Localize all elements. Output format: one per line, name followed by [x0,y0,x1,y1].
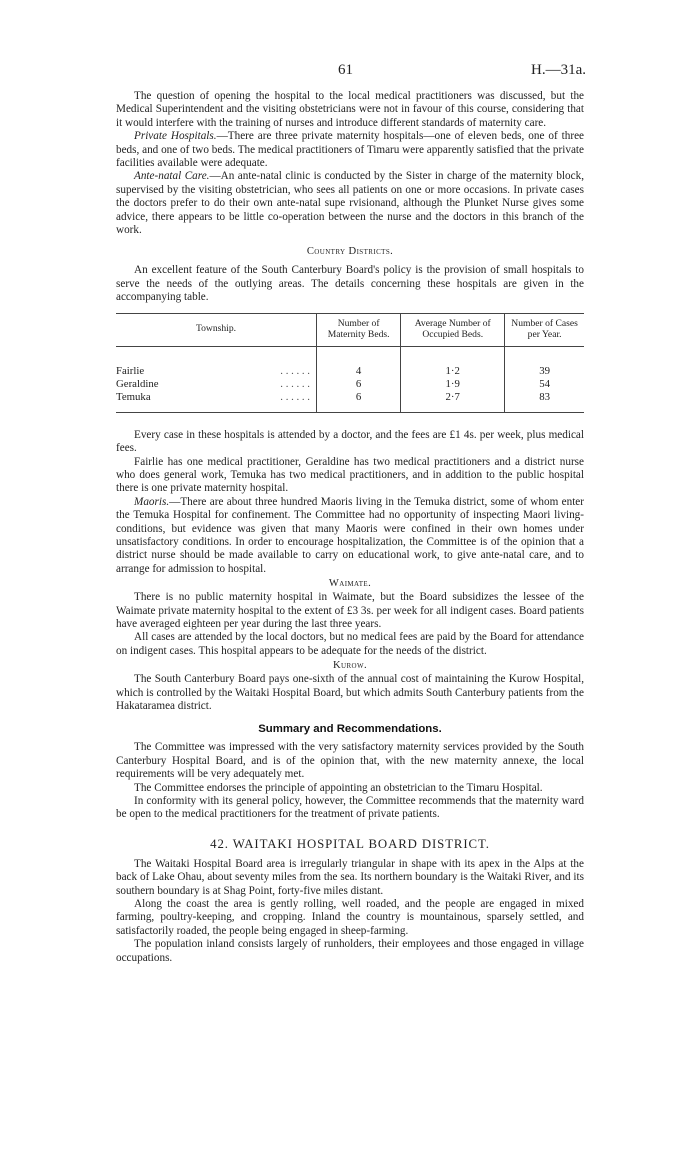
section-heading-summary: Summary and Recommendations. [258,723,442,736]
paragraph: The Committee was impressed with the very satisfactory maternity services provided by the South Canterbury Hospital Board, and is of the opinion that, with the new maternity annexe, the local requirements will be very adequately met. [116,741,584,781]
paragraph: The Committee endorses the principle of appointing an obstetrician to the Timaru Hospital. [134,781,543,794]
paragraph [116,496,584,576]
table-header-row [116,313,584,346]
cell-beds: 6 [317,378,401,391]
cell-occupied: 2·7 [401,391,505,413]
column-header-township: Township. [195,323,237,335]
paragraph-lead: Private Hospitals. [134,130,217,143]
column-header-cases-per-year: Number of Cases per Year. [505,313,584,346]
section-heading-kurow: Kurow. [332,660,368,672]
leader-dots: . . . . . . [280,390,310,403]
cell-township [116,378,317,391]
paragraph: An excellent feature of the South Canterbury Board's policy is the provision of small hospitals to serve the needs of the outlying areas. The details concerning these hospitals are given in the accompanying table. [116,264,584,304]
paragraph: Fairlie has one medical practitioner, Geraldine has two medical practitioners and a district nurse who does general work, Temuka has two medical practitioners, and in addition to the public hospital there is one private maternity hospital. [116,455,584,495]
page-header [116,60,584,90]
cell-cases: 54 [505,378,584,391]
cell-township [116,391,317,413]
cell-cases: 83 [505,391,584,413]
cell-beds: 6 [317,391,401,413]
paragraph: The South Canterbury Board pays one-sixth of the annual cost of maintaining the Kurow Hospital, which is controlled by the Waitaki Hospital Board, but which admits South Canterbury patients from the Hakataramea district. [116,673,584,712]
paragraph-lead: Ante-natal Care. [134,170,210,183]
table-row [116,346,584,378]
cell-occupied: 1·9 [401,378,505,391]
paragraph-text: —There are three private maternity hospitals—one of eleven beds, one of three beds, and one of two beds. The medical practitioners of Timaru were apparently satisfied that the private facilities available were adequate. [116,130,585,170]
section-heading-country-districts: Country Districts. [306,246,394,258]
page-number: 61 [338,62,353,78]
district-heading: 42. WAITAKI HOSPITAL BOARD DISTRICT. [210,836,490,851]
paragraph: There is no public maternity hospital in Waimate, but the Board subsidizes the lessee of the Waimate private maternity hospital to the extent of £3 3s. per week for all indigent cases. Board patients have averaged eighteen per year during the last three years. [116,591,584,630]
paragraph: Every case in these hospitals is attended by a doctor, and the fees are £1 4s. per week, plus medical fees. [116,428,584,455]
paragraph: All cases are attended by the local doctors, but no medical fees are paid by the Board for attendance on indigent cases. This hospital appears to be adequate for the needs of the district. [116,631,584,657]
column-header-maternity-beds: Number of Maternity Beds. [317,313,401,346]
township-name: Fairlie [116,364,145,377]
paragraph-text: —There are about three hundred Maoris living in the Temuka district, some of whom enter the Temuka Hospital for confinement. The Committee had no opportunity of inspecting Maori living-conditions, but evidence was given that many Maoris were confined in their own homes under unsatisfactory conditions. In order to encourage hospitalization, the Committee is of the opinion that a district nurse should be made available to carry on educational work, to give ante-natal care, and to arrange for admission to hospital. [116,495,584,575]
document-page [116,60,584,965]
cell-cases: 39 [505,346,584,378]
paragraph [116,130,584,170]
document-reference: H.—31a. [531,62,586,78]
paragraph: The question of opening the hospital to the local medical practitioners was discussed, but the Medical Superintendent and the visiting obstetricians were not in favour of this course, considering that it would interfere with the training of nurses and introduce different standards of maternity care. [116,90,584,129]
cell-occupied: 1·2 [401,346,505,378]
leader-dots: . . . . . . [280,377,310,390]
hospitals-table [116,313,584,413]
leader-dots: . . . . . . [280,364,310,377]
paragraph: The Waitaki Hospital Board area is irregularly triangular in shape with its apex in the Alps at the back of Lake Ohau, about seventy miles from the sea. Its northern boundary is the Waitaki River, and its southern boundary is at Shag Point, forty-five miles distant. [116,857,584,897]
paragraph: Along the coast the area is gently rolling, well roaded, and the people are engaged in mixed farming, poultry-keeping, and cropping. Inland the country is mountainous, sparsely settled, and satisfactorily roaded, the people being engaged in sheep-farming. [116,898,584,937]
township-name: Geraldine [116,377,159,390]
table-row [116,378,584,391]
paragraph-text: —An ante-natal clinic is conducted by the Sister in charge of the maternity block, supervised by the visiting obstetrician, who sees all patients on one or more occasions. In private cases the doctors prefer to do their own ante-natal supe rvisionand, although the Plunket Nurse gives some advice, there appears to be little co-operation between the nurse and the doctors in this branch of the work. [116,170,584,237]
paragraph [116,170,584,237]
township-name: Temuka [116,390,151,403]
column-header-occupied-beds: Average Number of Occupied Beds. [401,313,505,346]
paragraph: In conformity with its general policy, however, the Committee recommends that the maternity ward be open to the medical practitioners for the treatment of private patients. [116,795,584,821]
section-heading-waimate: Waimate. [328,578,372,590]
paragraph: The population inland consists largely of runholders, their employees and those engaged in village occupations. [116,938,584,964]
cell-beds: 4 [317,346,401,378]
table-row [116,391,584,413]
cell-township [116,346,317,378]
paragraph-lead: Maoris. [134,495,170,508]
